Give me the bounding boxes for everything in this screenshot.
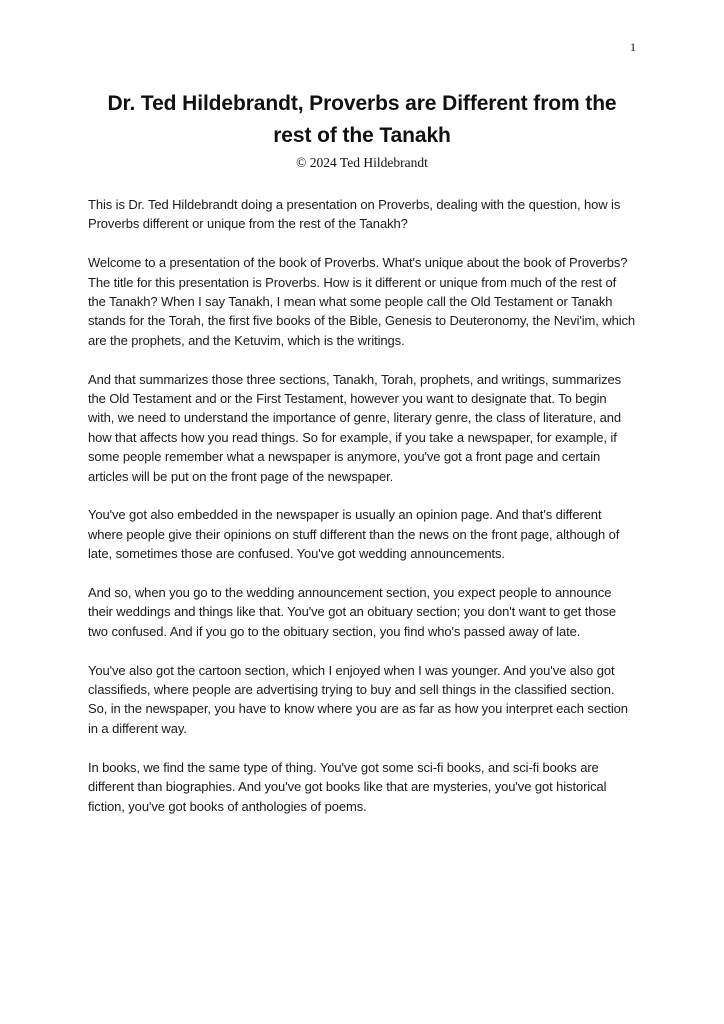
paragraph: And so, when you go to the wedding announcement section, you expect people to announce their weddings and things like that. You've got an obituary section; you don't want to get those two confused. And if you go to the obituary section, you find who's passed away of late. <box>88 585 617 639</box>
paragraph: Welcome to a presentation of the book of Proverbs. What's unique about the book of Proverbs? The title for this presentation is Proverbs. How is it different or unique from much of the rest of the Tanakh? When I say Tanakh, I mean what some people call the Old Testament or Tanakh stands for the Torah, the first five books of the Bible, Genesis to Deuteronomy, the Nevi'im, which are the prophets, and the Ketuvim, which is the writings. <box>88 255 636 348</box>
paragraph: This is Dr. Ted Hildebrandt doing a presentation on Proverbs, dealing with the question, how is Proverbs different or unique from the rest of the Tanakh? <box>88 197 621 232</box>
paragraph: You've got also embedded in the newspaper is usually an opinion page. And that's different where people give their opinions on stuff different than the news on the front page, although of late, sometimes those are confused. You've got wedding announcements. <box>88 507 620 562</box>
paragraph: You've also got the cartoon section, which I enjoyed when I was younger. And you've also got classifieds, where people are advertising trying to buy and sell things in the classified section. So, in the newspaper, you have to know where you are as far as how you interpret each section in a different way. <box>88 662 628 736</box>
document-body <box>88 195 636 816</box>
paragraph: And that summarizes those three sections, Tanakh, Torah, prophets, and writings, summarizes the Old Testament and or the First Testament, however you want to designate that. To begin with, we need to understand the importance of genre, literary genre, the class of literature, and how that affects how you read things. So for example, if you take a newspaper, for example, if some people remember what a newspaper is anymore, you've got a front page and certain articles will be put on the front page of the newspaper. <box>88 371 622 484</box>
page-number: 1 <box>630 40 636 54</box>
document-title: Dr. Ted Hildebrandt, Proverbs are Different from the rest of the Tanakh <box>107 92 617 147</box>
paragraph: In books, we find the same type of thing. You've got some sci-fi books, and sci-fi books are different than biographies. And you've got books like that are mysteries, you've got historical fiction, you've got books of anthologies of poems. <box>88 759 607 814</box>
copyright-line: © 2024 Ted Hildebrandt <box>296 155 428 170</box>
